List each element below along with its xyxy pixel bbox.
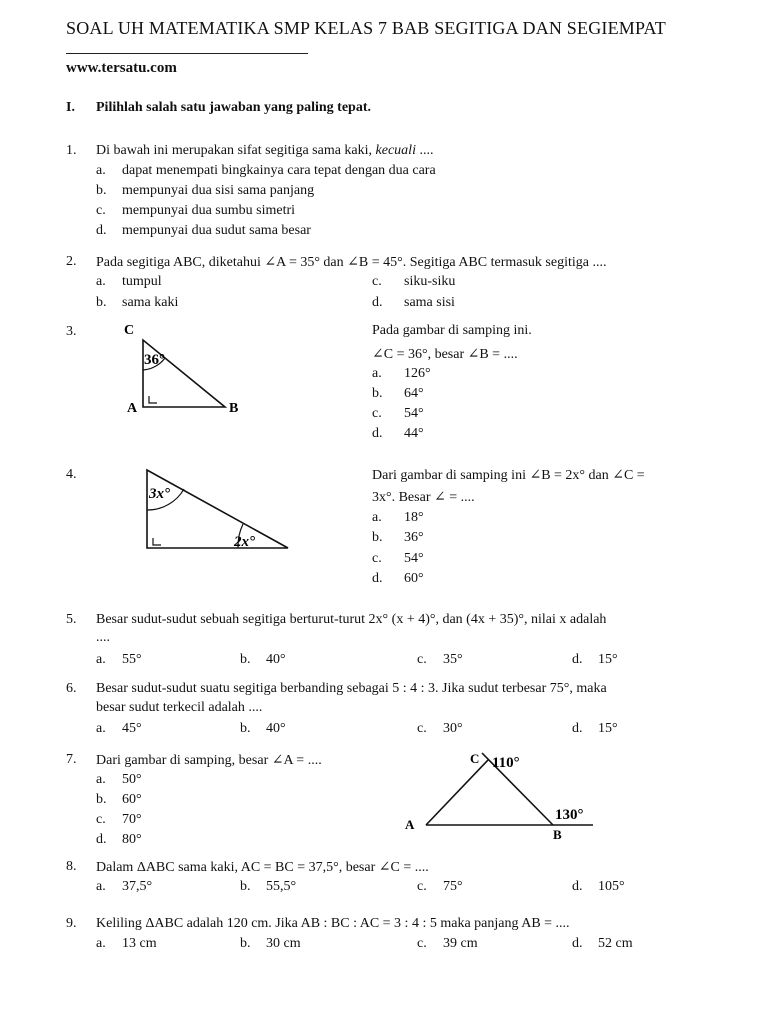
q3-triangle bbox=[143, 340, 225, 407]
question-1-number: 1. bbox=[66, 143, 77, 158]
q8-option-d[interactable]: 105° bbox=[598, 879, 625, 894]
q2-option-a[interactable]: tumpul bbox=[122, 274, 162, 289]
q1-option-a[interactable]: dapat menempati bingkainya cara tepat dengan dua cara bbox=[122, 163, 436, 178]
q2-option-a-letter: a. bbox=[96, 274, 106, 289]
q7-angle-c-label: 110° bbox=[492, 755, 520, 771]
q7-option-a-letter: a. bbox=[96, 772, 106, 787]
q5-option-c-letter: c. bbox=[417, 652, 427, 667]
q1-option-c-letter: c. bbox=[96, 203, 106, 218]
q3-prompt-line-1: Pada gambar di samping ini. bbox=[372, 323, 532, 338]
q4-option-b[interactable]: 36° bbox=[404, 530, 424, 545]
q7-side-ac bbox=[426, 760, 488, 825]
question-7-number: 7. bbox=[66, 752, 77, 767]
question-6-continuation: besar sudut terkecil adalah .... bbox=[96, 700, 263, 715]
q8-option-b[interactable]: 55,5° bbox=[266, 879, 297, 894]
q7-angle-b-label: 130° bbox=[555, 807, 584, 823]
q7-option-d[interactable]: 80° bbox=[122, 832, 142, 847]
q4-option-b-letter: b. bbox=[372, 530, 383, 545]
question-7-text: Dari gambar di samping, besar ∠A = .... bbox=[96, 753, 322, 768]
q7-option-a[interactable]: 50° bbox=[122, 772, 142, 787]
q1-option-b-letter: b. bbox=[96, 183, 107, 198]
q7-label-a: A bbox=[405, 817, 415, 832]
q1-option-c[interactable]: mempunyai dua sumbu simetri bbox=[122, 203, 296, 218]
q4-right-angle-mark bbox=[153, 538, 161, 545]
q2-option-d-letter: d. bbox=[372, 295, 383, 310]
q5-option-d[interactable]: 15° bbox=[598, 652, 618, 667]
q4-option-a[interactable]: 18° bbox=[404, 510, 424, 525]
q9-option-d[interactable]: 52 cm bbox=[598, 936, 633, 951]
q8-option-a[interactable]: 37,5° bbox=[122, 879, 153, 894]
question-3-number: 3. bbox=[66, 324, 77, 339]
question-2-number: 2. bbox=[66, 254, 77, 269]
q4-option-d-letter: d. bbox=[372, 571, 383, 586]
question-1-text bbox=[96, 143, 433, 159]
q6-option-d[interactable]: 15° bbox=[598, 721, 618, 736]
q2-option-b-letter: b. bbox=[96, 295, 107, 310]
q7-label-c: C bbox=[470, 751, 480, 766]
q3-label-c: C bbox=[124, 323, 135, 338]
question-8-number: 8. bbox=[66, 859, 77, 874]
q2-option-b[interactable]: sama kaki bbox=[122, 295, 179, 310]
q4-prompt-line-2: 3x°. Besar ∠ = .... bbox=[372, 490, 475, 505]
q7-option-b[interactable]: 60° bbox=[122, 792, 142, 807]
q1-option-d-letter: d. bbox=[96, 223, 107, 238]
question-5-number: 5. bbox=[66, 612, 77, 627]
q3-triangle-figure bbox=[115, 318, 255, 418]
q6-option-c-letter: c. bbox=[417, 721, 427, 736]
q5-option-c[interactable]: 35° bbox=[443, 652, 463, 667]
q7-option-b-letter: b. bbox=[96, 792, 107, 807]
q3-prompt-line-2: ∠C = 36°, besar ∠B = .... bbox=[372, 347, 518, 362]
q8-option-b-letter: b. bbox=[240, 879, 251, 894]
q5-option-a[interactable]: 55° bbox=[122, 652, 142, 667]
q4-top-angle-label: 3x° bbox=[149, 486, 170, 502]
q7-option-c-letter: c. bbox=[96, 812, 106, 827]
q5-option-b-letter: b. bbox=[240, 652, 251, 667]
question-6-text: Besar sudut-sudut suatu segitiga berbanding sebagai 5 : 4 : 3. Jika sudut terbesar 75°, maka bbox=[96, 681, 607, 696]
q6-option-a-letter: a. bbox=[96, 721, 106, 736]
question-8-text: Dalam ΔABC sama kaki, AC = BC = 37,5°, besar ∠C = .... bbox=[96, 860, 429, 875]
q4-option-c[interactable]: 54° bbox=[404, 551, 424, 566]
q4-triangle-figure bbox=[140, 462, 300, 558]
q1-option-b[interactable]: mempunyai dua sisi sama panjang bbox=[122, 183, 315, 198]
q8-option-c-letter: c. bbox=[417, 879, 427, 894]
q7-triangle-figure bbox=[400, 745, 600, 845]
q2-option-c-letter: c. bbox=[372, 274, 382, 289]
title-underline bbox=[66, 53, 308, 54]
q6-option-b[interactable]: 40° bbox=[266, 721, 286, 736]
q1-option-d[interactable]: mempunyai dua sudut sama besar bbox=[122, 223, 311, 238]
q3-option-a[interactable]: 126° bbox=[404, 366, 431, 381]
q4-option-d[interactable]: 60° bbox=[404, 571, 424, 586]
q6-option-d-letter: d. bbox=[572, 721, 583, 736]
section-number: I. bbox=[66, 100, 75, 115]
q4-triangle bbox=[147, 470, 288, 548]
question-2-text: Pada segitiga ABC, diketahui ∠A = 35° dan ∠B = 45°. Segitiga ABC termasuk segitiga .... bbox=[96, 255, 607, 270]
q9-option-a[interactable]: 13 cm bbox=[122, 936, 157, 951]
q2-option-d[interactable]: sama sisi bbox=[404, 295, 455, 310]
question-1-stem: Di bawah ini merupakan sifat segitiga sama kaki, bbox=[96, 143, 373, 158]
section-instruction: Pilihlah salah satu jawaban yang paling tepat. bbox=[96, 100, 372, 115]
q3-option-d[interactable]: 44° bbox=[404, 426, 424, 441]
q9-option-b-letter: b. bbox=[240, 936, 251, 951]
q4-option-a-letter: a. bbox=[372, 510, 382, 525]
q8-option-a-letter: a. bbox=[96, 879, 106, 894]
q8-option-c[interactable]: 75° bbox=[443, 879, 463, 894]
q4-prompt-line-1: Dari gambar di samping ini ∠B = 2x° dan ∠C = bbox=[372, 468, 645, 483]
question-1-tail: .... bbox=[419, 143, 434, 158]
q8-option-d-letter: d. bbox=[572, 879, 583, 894]
website-link[interactable]: www.tersatu.com bbox=[66, 60, 177, 76]
question-6-number: 6. bbox=[66, 681, 77, 696]
q1-option-a-letter: a. bbox=[96, 163, 106, 178]
question-4-number: 4. bbox=[66, 467, 77, 482]
q9-option-a-letter: a. bbox=[96, 936, 106, 951]
q6-option-b-letter: b. bbox=[240, 721, 251, 736]
q3-option-a-letter: a. bbox=[372, 366, 382, 381]
q4-right-angle-label: 2x° bbox=[234, 534, 255, 550]
q5-option-d-letter: d. bbox=[572, 652, 583, 667]
q6-option-a[interactable]: 45° bbox=[122, 721, 142, 736]
q3-label-b: B bbox=[229, 401, 239, 416]
q7-option-d-letter: d. bbox=[96, 832, 107, 847]
q9-option-d-letter: d. bbox=[572, 936, 583, 951]
q6-option-c[interactable]: 30° bbox=[443, 721, 463, 736]
q3-angle-label: 36° bbox=[144, 352, 165, 368]
q9-option-b[interactable]: 30 cm bbox=[266, 936, 301, 951]
question-5-text: Besar sudut-sudut sebuah segitiga berturut-turut 2x° (x + 4)°, dan (4x + 35)°, nilai x adalah bbox=[96, 612, 607, 627]
question-9-text: Keliling ΔABC adalah 120 cm. Jika AB : BC : AC = 3 : 4 : 5 maka panjang AB = .... bbox=[96, 916, 570, 931]
q3-right-angle-mark bbox=[149, 396, 157, 403]
q3-label-a: A bbox=[127, 401, 138, 416]
q5-option-a-letter: a. bbox=[96, 652, 106, 667]
q4-option-c-letter: c. bbox=[372, 551, 382, 566]
q7-label-b: B bbox=[553, 827, 562, 842]
q3-option-b-letter: b. bbox=[372, 386, 383, 401]
q3-option-c-letter: c. bbox=[372, 406, 382, 421]
page-title: SOAL UH MATEMATIKA SMP KELAS 7 BAB SEGITIGA DAN SEGIEMPAT bbox=[66, 18, 666, 38]
q3-option-d-letter: d. bbox=[372, 426, 383, 441]
q9-option-c-letter: c. bbox=[417, 936, 427, 951]
q9-option-c[interactable]: 39 cm bbox=[443, 936, 478, 951]
q2-option-c[interactable]: siku-siku bbox=[404, 274, 456, 289]
q7-option-c[interactable]: 70° bbox=[122, 812, 142, 827]
q3-option-c[interactable]: 54° bbox=[404, 406, 424, 421]
question-9-number: 9. bbox=[66, 916, 77, 931]
question-5-continuation: .... bbox=[96, 630, 110, 645]
question-1-emphasis: kecuali bbox=[375, 143, 416, 158]
q5-option-b[interactable]: 40° bbox=[266, 652, 286, 667]
q3-option-b[interactable]: 64° bbox=[404, 386, 424, 401]
